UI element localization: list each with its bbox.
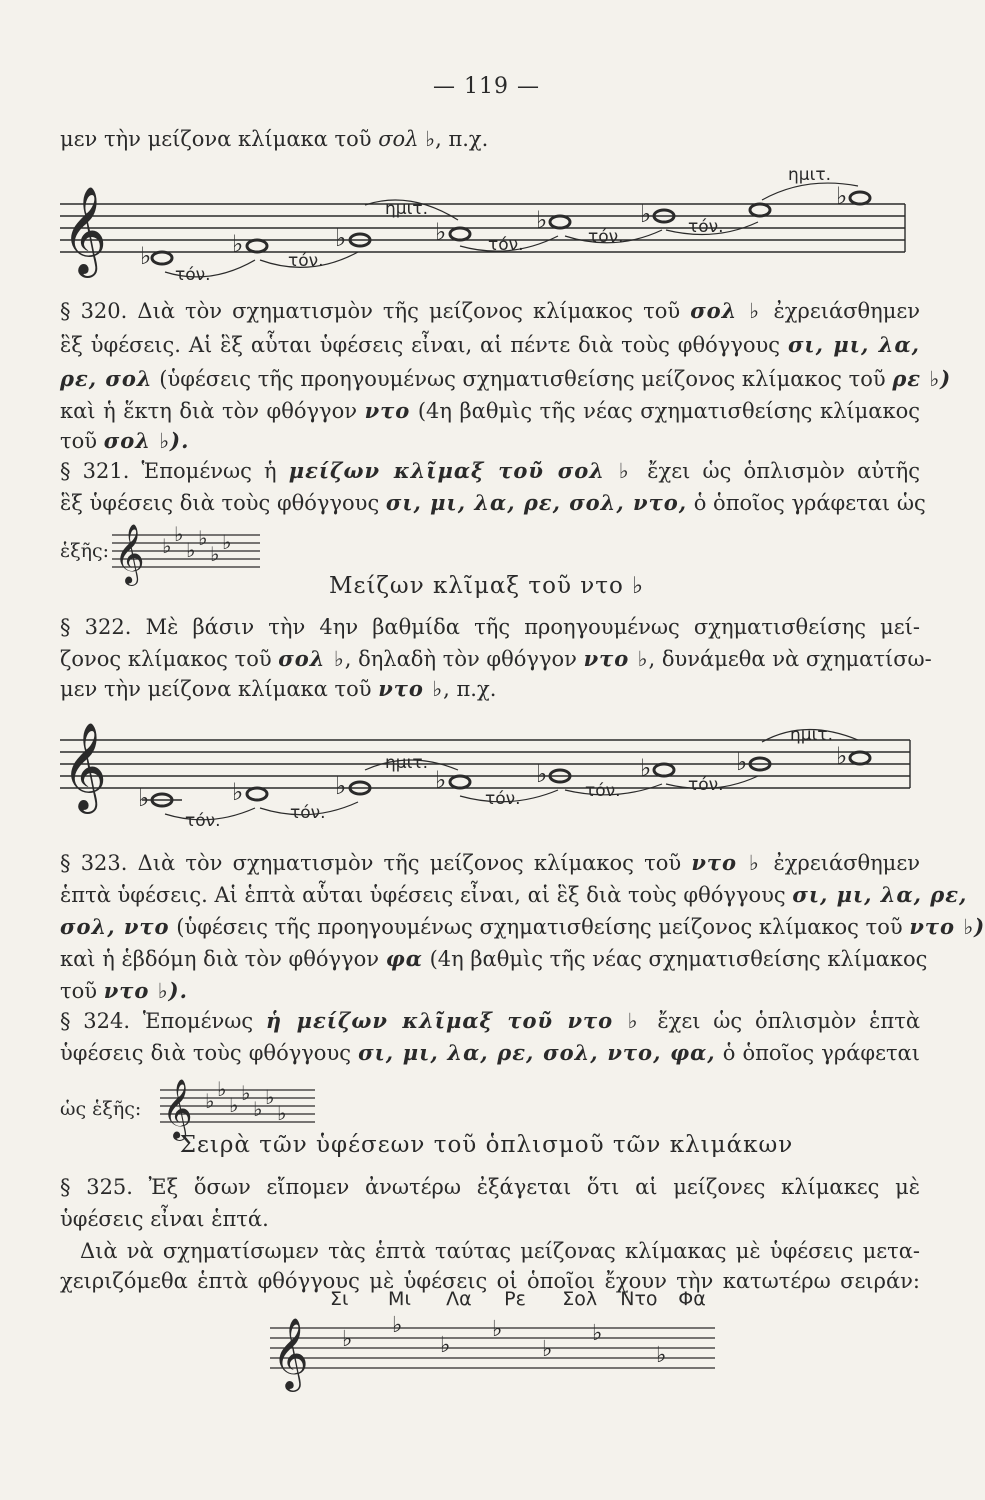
text-line: ρε, σολ (ὑφέσεις τῆς προηγουμένως σχηματισθείσης μείζονος κλίμακος τοῦ ρε ♭) [60, 366, 952, 391]
text-line: § 324. Ἑπομένως ἡ μείζων κλῖμαξ τοῦ ντο ♭ ἔχει ὡς ὁπλισμὸν ἑπτὰ [60, 1008, 920, 1033]
treble-clef-icon: 𝄞 [272, 1316, 309, 1389]
svg-text:♭: ♭ [265, 1085, 275, 1109]
music-staff-cb-major [60, 710, 920, 840]
key-signature-seven-flats [160, 1070, 320, 1140]
svg-text:♭: ♭ [138, 784, 150, 812]
svg-text:♭: ♭ [229, 1093, 239, 1117]
note [750, 204, 770, 216]
svg-text:♭: ♭ [253, 1097, 263, 1121]
note-name: Σι [330, 1288, 349, 1310]
treble-clef-icon: 𝄞 [114, 524, 145, 584]
svg-text:τόν.: τόν. [290, 803, 326, 823]
note-name: Ρε [504, 1288, 526, 1310]
text-line: § 320. Διὰ τὸν σχηματισμὸν τῆς μείζονος κλίμακος τοῦ σολ ♭ ἐχρειάσθημεν [60, 298, 920, 323]
note [450, 228, 470, 240]
svg-text:τόν.: τόν. [485, 789, 521, 809]
treble-clef-icon: 𝄞 [62, 721, 107, 810]
svg-text:♭: ♭ [640, 200, 652, 228]
svg-text:♭: ♭ [198, 526, 208, 550]
svg-text:τόν.: τόν. [175, 265, 211, 285]
svg-text:♭: ♭ [736, 748, 748, 776]
text-line: καὶ ἡ ἑβδόμη διὰ τὸν φθόγγον φα (4η βαθμὶς τῆς νέας σχηματισθείσης κλίμακος [60, 946, 928, 971]
text-label: ὡς ἑξῆς: [60, 1098, 142, 1120]
svg-text:τόν.: τόν. [288, 251, 324, 271]
text-line: μεν τὴν μείζονα κλίμακα τοῦ σολ ♭, π.χ. [60, 127, 489, 151]
svg-text:♭: ♭ [342, 1327, 353, 1352]
svg-text:τόν.: τόν. [185, 811, 221, 831]
text-line: § 325. Ἐξ ὅσων εἴπομεν ἀνωτέρω ἐξάγεται ὅτι αἱ μείζονες κλίμακες μὲ [60, 1175, 920, 1199]
text-line: καὶ ἡ ἕκτη διὰ τὸν φθόγγον ντο (4η βαθμὶς τῆς νέας σχηματισθείσης κλίμακος [60, 398, 920, 423]
svg-text:♭: ♭ [335, 772, 347, 800]
svg-text:τόν.: τόν. [588, 227, 624, 247]
svg-text:♭: ♭ [277, 1101, 287, 1125]
note [152, 252, 172, 264]
note [450, 776, 470, 788]
svg-text:ημιτ.: ημιτ. [385, 753, 428, 773]
svg-text:♭: ♭ [836, 742, 848, 770]
svg-text:♭: ♭ [162, 534, 172, 558]
section-heading: Σειρὰ τῶν ὑφέσεων τοῦ ὁπλισμοῦ τῶν κλιμάκων [179, 1132, 794, 1158]
svg-text:♭: ♭ [392, 1313, 403, 1338]
svg-text:♭: ♭ [241, 1081, 251, 1105]
svg-text:ημιτ.: ημιτ. [790, 725, 833, 745]
music-staff-flat-order [270, 1310, 720, 1390]
text-line: § 321. Ἑπομένως ἡ μείζων κλῖμαξ τοῦ σολ ♭ ἔχει ὡς ὁπλισμὸν αὐτῆς [60, 458, 921, 483]
svg-text:τόν.: τόν. [488, 235, 524, 255]
text-line: τοῦ σολ ♭). [60, 428, 190, 453]
svg-text:♭: ♭ [836, 182, 848, 210]
svg-text:♭: ♭ [435, 766, 447, 794]
treble-clef-icon: 𝄞 [162, 1079, 193, 1139]
svg-text:♭: ♭ [335, 224, 347, 252]
svg-text:♭: ♭ [440, 1333, 451, 1358]
flat-order-names [330, 1288, 730, 1310]
text-line: Διὰ νὰ σχηματίσωμεν τὰς ἑπτὰ ταύτας μείζονας κλίμακας μὲ ὑφέσεις μετα- [80, 1239, 920, 1263]
text-line: ἓξ ὑφέσεις. Αἱ ἓξ αὗται ὑφέσεις εἶναι, αἱ πέντε διὰ τοὺς φθόγγους σι, μι, λα, [60, 332, 920, 357]
svg-text:♭: ♭ [435, 218, 447, 246]
svg-text:♭: ♭ [232, 778, 244, 806]
svg-text:♭: ♭ [205, 1089, 215, 1113]
text-line: ὑφέσεις εἶναι ἑπτά. [60, 1207, 269, 1231]
svg-text:τόν.: τόν. [688, 217, 724, 237]
treble-clef-icon: 𝄞 [62, 185, 107, 274]
svg-text:♭: ♭ [656, 1343, 667, 1368]
text-line: σολ, ντο (ὑφέσεις τῆς προηγουμένως σχηματισθείσης μείζονος κλίμακος τοῦ ντο ♭) [60, 914, 985, 939]
note [247, 240, 267, 252]
text-line: τοῦ ντο ♭). [60, 978, 188, 1003]
svg-text:♭: ♭ [640, 754, 652, 782]
note-name: Φα [678, 1288, 706, 1310]
note [247, 788, 267, 800]
svg-text:♭: ♭ [492, 1317, 503, 1342]
svg-text:ημιτ.: ημιτ. [788, 165, 831, 185]
page-number: — 119 — [433, 74, 540, 99]
svg-text:♭: ♭ [536, 760, 548, 788]
text-line: μεν τὴν μείζονα κλίμακα τοῦ ντο ♭, π.χ. [60, 676, 497, 701]
svg-text:♭: ♭ [217, 1077, 227, 1101]
text-label: ἑξῆς: [60, 540, 110, 562]
note-name: Μι [388, 1288, 411, 1310]
text-line: χειριζόμεθα ἑπτὰ φθόγγους μὲ ὑφέσεις οἱ ὁποῖοι ἔχουν τὴν κατωτέρω σειράν: [60, 1269, 920, 1293]
svg-text:τόν.: τόν. [688, 775, 724, 795]
svg-text:♭: ♭ [232, 230, 244, 258]
section-heading: Μείζων κλῖμαξ τοῦ ντο ♭ [328, 573, 644, 599]
note-name: Ντο [620, 1288, 658, 1310]
text-line: ὑφέσεις διὰ τοὺς φθόγγους σι, μι, λα, ρε, σολ, ντο, φα, ὁ ὁποῖος γράφεται [60, 1040, 920, 1065]
text-line: § 323. Διὰ τὸν σχηματισμὸν τῆς μείζονος κλίμακος τοῦ ντο ♭ ἐχρειάσθημεν [60, 850, 920, 875]
note [550, 216, 570, 228]
note-name: Λα [446, 1288, 472, 1310]
note [654, 764, 674, 776]
svg-text:ημιτ.: ημιτ. [385, 199, 428, 219]
svg-text:♭: ♭ [592, 1321, 603, 1346]
svg-text:♭: ♭ [222, 530, 232, 554]
music-staff-gb-major [60, 160, 920, 290]
note [850, 192, 870, 204]
svg-text:τόν.: τόν. [585, 781, 621, 801]
note-name: Σολ [562, 1288, 598, 1310]
svg-text:♭: ♭ [186, 538, 196, 562]
text-line: ἓξ ὑφέσεις διὰ τοὺς φθόγγους σι, μι, λα, ρε, σολ, ντο, ὁ ὁποῖος γράφεται ὡς [60, 490, 926, 515]
text-line: ζονος κλίμακος τοῦ σολ ♭, δηλαδὴ τὸν φθόγγον ντο ♭, δυνάμεθα νὰ σχηματίσω- [60, 646, 932, 671]
svg-text:♭: ♭ [174, 522, 184, 546]
svg-text:♭: ♭ [536, 206, 548, 234]
svg-text:♭: ♭ [542, 1337, 553, 1362]
svg-text:♭: ♭ [210, 542, 220, 566]
svg-text:♭: ♭ [140, 242, 152, 270]
note [850, 752, 870, 764]
text-line: § 322. Μὲ βάσιν τὴν 4ην βαθμίδα τῆς προηγουμένως σχηματισθείσης μεί- [60, 615, 920, 639]
text-line: ἑπτὰ ὑφέσεις. Αἱ ἑπτὰ αὗται ὑφέσεις εἶναι, αἱ ἓξ διὰ τοὺς φθόγγους σι, μι, λα, ρε, [60, 882, 968, 907]
